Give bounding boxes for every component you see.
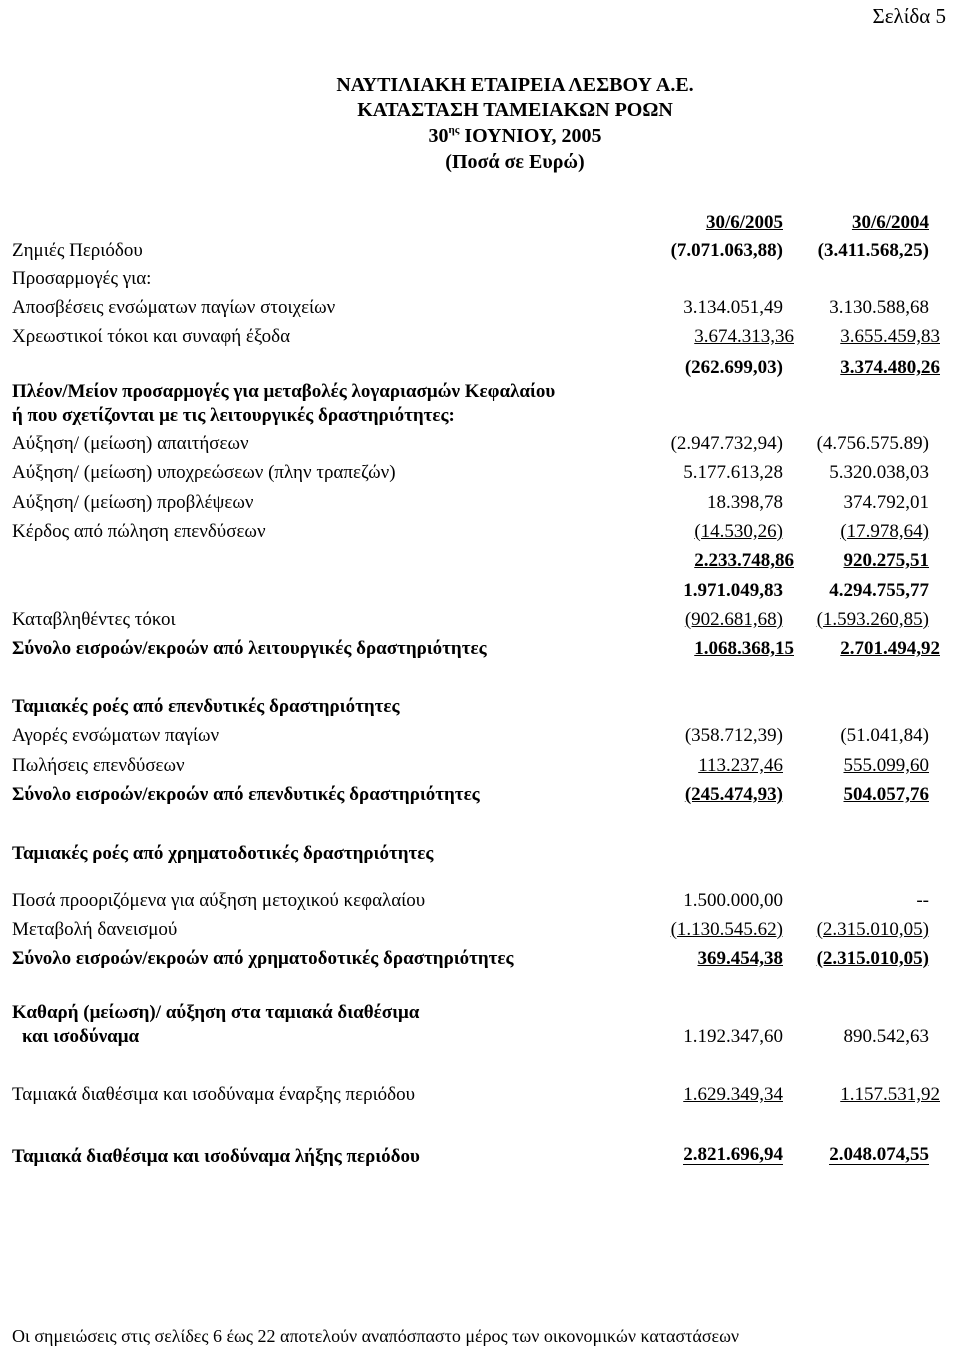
value-opening-cash-2004: 1.157.531,92	[840, 1084, 940, 1105]
date-rest: ΙΟΥΝΙΟΥ, 2005	[459, 125, 602, 147]
investing-heading: Ταμιακές ροές από επενδυτικές δραστηριότητες	[12, 696, 400, 717]
value-net-loss-2005: (7.071.063,88)	[670, 240, 783, 261]
value-total-operating-2004: 2.701.494,92	[840, 638, 940, 659]
row-label-total-financing: Σύνολο εισροών/εκροών από χρηματοδοτικές δραστηριότητες	[12, 948, 514, 969]
value-capital-increase-2005: 1.500.000,00	[683, 890, 783, 911]
row-label-total-operating: Σύνολο εισροών/εκροών από λειτουργικές δραστηριότητες	[12, 638, 487, 659]
row-label-closing-cash: Ταμιακά διαθέσιμα και ισοδύναμα λήξης περιόδου	[12, 1146, 420, 1167]
value-interest-2004: 3.655.459,83	[840, 326, 940, 347]
value-total-financing-2004: (2.315.010,05)	[816, 948, 929, 969]
value-depreciation-2005: 3.134.051,49	[683, 297, 783, 318]
value-subtotal2-2004: 920.275,51	[843, 550, 929, 571]
row-label-loan-change: Μεταβολή δανεισμού	[12, 919, 178, 940]
financing-heading: Ταμιακές ροές από χρηματοδοτικές δραστηριότητες	[12, 843, 434, 864]
working-capital-heading-line1: Πλέον/Μείον προσαρμογές για μεταβολές λογαριασμών Κεφαλαίου	[12, 381, 556, 402]
row-label-provisions: Αύξηση/ (μείωση) προβλέψεων	[12, 492, 254, 513]
value-interest-2005: 3.674.313,36	[694, 326, 794, 347]
value-provisions-2005: 18.398,78	[707, 492, 783, 513]
value-receivables-2004: (4.756.575.89)	[816, 433, 929, 454]
value-total-investing-2004: 504.057,76	[843, 784, 929, 805]
row-label-net-loss: Ζημιές Περιόδου	[12, 240, 143, 261]
row-label-adjustments: Προσαρμογές για:	[12, 268, 152, 289]
net-change-label-line1: Καθαρή (μείωση)/ αύξηση στα ταμιακά διαθέσιμα	[12, 1002, 420, 1023]
row-label-opening-cash: Ταμιακά διαθέσιμα και ισοδύναμα έναρξης περιόδου	[12, 1084, 416, 1105]
value-subtotal2-2005: 2.233.748,86	[694, 550, 794, 571]
value-purchases-2004: (51.041,84)	[840, 725, 929, 746]
row-label-receivables: Αύξηση/ (μείωση) απαιτήσεων	[12, 433, 249, 454]
value-sales-investments-2005: 113.237,46	[698, 755, 783, 776]
column-header-2005: 30/6/2005	[705, 212, 783, 233]
value-provisions-2004: 374.792,01	[843, 492, 929, 513]
value-total-investing-2005: (245.474,93)	[684, 784, 783, 805]
row-label-interest-paid: Καταβληθέντες τόκοι	[12, 609, 176, 630]
value-depreciation-2004: 3.130.588,68	[829, 297, 929, 318]
value-subtotal3-2004: 4.294.755,77	[829, 580, 929, 601]
value-loan-change-2004: (2.315.010,05)	[816, 919, 929, 940]
row-label-liabilities: Αύξηση/ (μείωση) υποχρεώσεων (πλην τραπεζών)	[12, 462, 396, 483]
value-total-financing-2005: 369.454,38	[697, 948, 783, 969]
value-loan-change-2005: (1.130.545.62)	[670, 919, 783, 940]
value-receivables-2005: (2.947.732,94)	[670, 433, 783, 454]
company-name: ΝΑΥΤΙΛΙΑΚΗ ΕΤΑΙΡΕΙΑ ΛΕΣΒΟΥ Α.Ε.	[336, 74, 694, 96]
row-label-depreciation: Αποσβέσεις ενσώματων παγίων στοιχείων	[12, 297, 336, 318]
date-suffix: ης	[448, 124, 460, 136]
value-closing-cash-2004: 2.048.074,55	[829, 1144, 929, 1165]
row-label-total-investing: Σύνολο εισροών/εκροών από επενδυτικές δραστηριότητες	[12, 784, 480, 805]
row-label-gain-sale: Κέρδος από πώληση επενδύσεων	[12, 521, 266, 542]
row-label-interest: Χρεωστικοί τόκοι και συναφή έξοδα	[12, 326, 291, 347]
net-change-label-line2: και ισοδύναμα	[22, 1026, 140, 1047]
currency-note: (Ποσά σε Ευρώ)	[445, 151, 585, 173]
date-day: 30	[428, 125, 449, 147]
row-label-purchases: Αγορές ενσώματων παγίων	[12, 725, 220, 746]
value-capital-increase-2004: --	[916, 890, 929, 911]
value-opening-cash-2005: 1.629.349,34	[683, 1084, 783, 1105]
value-net-change-2004: 890.542,63	[843, 1026, 929, 1047]
value-subtotal1-2004: 3.374.480,26	[840, 357, 940, 378]
value-gain-sale-2005: (14.530,26)	[694, 521, 783, 542]
value-subtotal1-2005: (262.699,03)	[684, 357, 783, 378]
value-net-change-2005: 1.192.347,60	[683, 1026, 783, 1047]
value-sales-investments-2004: 555.099,60	[843, 755, 929, 776]
column-header-2004: 30/6/2004	[851, 212, 929, 233]
working-capital-heading-line2: ή που σχετίζονται με τις λειτουργικές δραστηριότητες:	[12, 405, 455, 426]
statement-title: ΚΑΤΑΣΤΑΣΗ ΤΑΜΕΙΑΚΩΝ ΡΟΩΝ	[357, 99, 673, 121]
value-closing-cash-2005: 2.821.696,94	[683, 1144, 783, 1165]
row-label-sales-investments: Πωλήσεις επενδύσεων	[12, 755, 185, 776]
footer-note: Οι σημειώσεις στις σελίδες 6 έως 22 αποτελούν αναπόσπαστο μέρος των οικονομικών καταστάσεων	[12, 1326, 740, 1346]
value-net-loss-2004: (3.411.568,25)	[817, 240, 929, 261]
value-interest-paid-2004: (1.593.260,85)	[816, 609, 929, 630]
page-number: Σελίδα 5	[872, 4, 946, 28]
value-total-operating-2005: 1.068.368,15	[694, 638, 794, 659]
value-purchases-2005: (358.712,39)	[684, 725, 783, 746]
statement-date	[0, 124, 960, 148]
value-gain-sale-2004: (17.978,64)	[840, 521, 929, 542]
value-subtotal3-2005: 1.971.049,83	[683, 580, 783, 601]
value-interest-paid-2005: (902.681,68)	[684, 609, 783, 630]
value-liabilities-2004: 5.320.038,03	[829, 462, 929, 483]
value-liabilities-2005: 5.177.613,28	[683, 462, 783, 483]
row-label-capital-increase: Ποσά προοριζόμενα για αύξηση μετοχικού κεφαλαίου	[12, 890, 426, 911]
